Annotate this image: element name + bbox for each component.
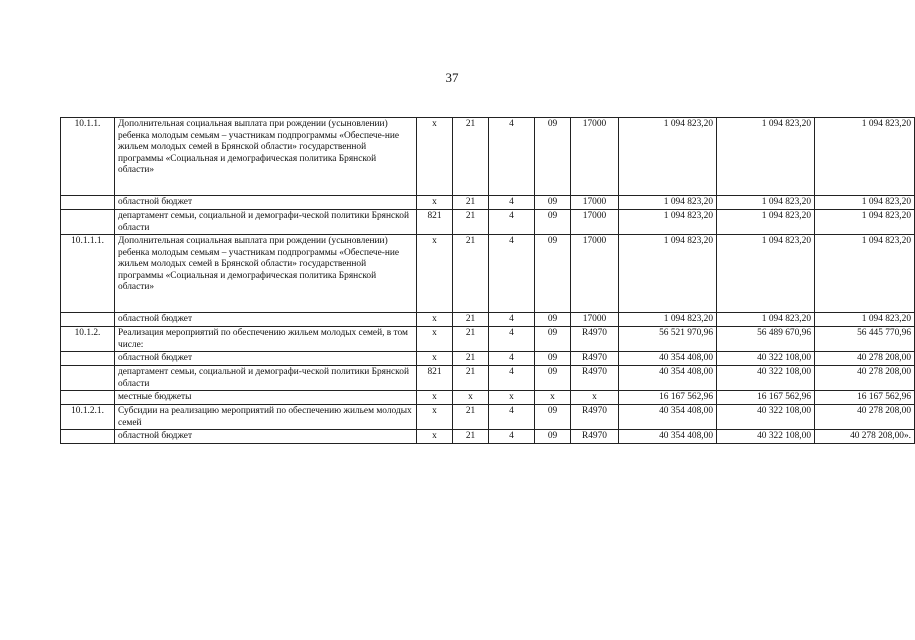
- amount-year1-cell: 1 094 823,20: [619, 118, 717, 196]
- code-admin-cell: 821: [417, 210, 453, 235]
- code-item-cell: 09: [535, 430, 571, 444]
- amount-year2-cell: 1 094 823,20: [717, 313, 815, 327]
- code-target-cell: x: [571, 391, 619, 405]
- amount-year1-cell: 1 094 823,20: [619, 313, 717, 327]
- amount-year1-cell: 40 354 408,00: [619, 352, 717, 366]
- table-row: [61, 196, 915, 210]
- amount-year2-cell: 1 094 823,20: [717, 118, 815, 196]
- code-subsection-cell: 4: [489, 196, 535, 210]
- budget-table: [60, 117, 915, 444]
- amount-year1-cell: 1 094 823,20: [619, 196, 717, 210]
- code-subsection-cell: 4: [489, 430, 535, 444]
- description-cell: местные бюджеты: [115, 391, 417, 405]
- page-number: 37: [445, 70, 459, 85]
- description-cell: областной бюджет: [115, 313, 417, 327]
- code-subsection-cell: 4: [489, 352, 535, 366]
- table-row: [61, 405, 915, 430]
- amount-year2-cell: 40 322 108,00: [717, 405, 815, 430]
- amount-year1-cell: 16 167 562,96: [619, 391, 717, 405]
- code-subsection-cell: 4: [489, 210, 535, 235]
- amount-year1-cell: 1 094 823,20: [619, 235, 717, 313]
- amount-year1-cell: 1 094 823,20: [619, 210, 717, 235]
- code-section-cell: x: [453, 391, 489, 405]
- table-body: [61, 118, 915, 444]
- amount-year2-cell: 1 094 823,20: [717, 210, 815, 235]
- table-row: [61, 366, 915, 391]
- code-section-cell: 21: [453, 235, 489, 313]
- description-cell: областной бюджет: [115, 352, 417, 366]
- amount-year3-cell: 56 445 770,96: [815, 327, 915, 352]
- row-number-cell: [61, 391, 115, 405]
- code-admin-cell: x: [417, 196, 453, 210]
- code-admin-cell: x: [417, 405, 453, 430]
- description-cell: областной бюджет: [115, 196, 417, 210]
- code-section-cell: 21: [453, 196, 489, 210]
- code-item-cell: 09: [535, 405, 571, 430]
- description-cell: департамент семьи, социальной и демографи-ческой политики Брянской области: [115, 210, 417, 235]
- code-target-cell: R4970: [571, 366, 619, 391]
- code-subsection-cell: x: [489, 391, 535, 405]
- code-admin-cell: x: [417, 235, 453, 313]
- table-row: [61, 210, 915, 235]
- amount-year1-cell: 40 354 408,00: [619, 366, 717, 391]
- code-admin-cell: x: [417, 313, 453, 327]
- code-admin-cell: x: [417, 430, 453, 444]
- amount-year2-cell: 1 094 823,20: [717, 235, 815, 313]
- description-cell: Дополнительная социальная выплата при рождении (усыновлении) ребенка молодым семьям – участникам подпрограммы «Обеспече-ние жильем молодых семей в Брянской области» государственной программы «Социальная и демографическая политика Брянской области»: [115, 118, 417, 196]
- code-section-cell: 21: [453, 430, 489, 444]
- code-item-cell: 09: [535, 196, 571, 210]
- code-target-cell: R4970: [571, 327, 619, 352]
- table-row: [61, 352, 915, 366]
- code-target-cell: R4970: [571, 352, 619, 366]
- code-subsection-cell: 4: [489, 405, 535, 430]
- amount-year2-cell: 56 489 670,96: [717, 327, 815, 352]
- code-item-cell: 09: [535, 313, 571, 327]
- amount-year3-cell: 1 094 823,20: [815, 118, 915, 196]
- row-number-cell: [61, 196, 115, 210]
- amount-year3-cell: 40 278 208,00».: [815, 430, 915, 444]
- table-row: [61, 118, 915, 196]
- row-number-cell: [61, 210, 115, 235]
- amount-year3-cell: 40 278 208,00: [815, 405, 915, 430]
- description-cell: департамент семьи, социальной и демографи-ческой политики Брянской области: [115, 366, 417, 391]
- code-item-cell: x: [535, 391, 571, 405]
- description-cell: областной бюджет: [115, 430, 417, 444]
- code-item-cell: 09: [535, 210, 571, 235]
- code-target-cell: 17000: [571, 196, 619, 210]
- code-section-cell: 21: [453, 366, 489, 391]
- amount-year1-cell: 40 354 408,00: [619, 430, 717, 444]
- amount-year2-cell: 1 094 823,20: [717, 196, 815, 210]
- code-target-cell: R4970: [571, 405, 619, 430]
- code-subsection-cell: 4: [489, 235, 535, 313]
- code-section-cell: 21: [453, 313, 489, 327]
- amount-year2-cell: 40 322 108,00: [717, 366, 815, 391]
- code-subsection-cell: 4: [489, 313, 535, 327]
- code-target-cell: R4970: [571, 430, 619, 444]
- row-number-cell: 10.1.1.: [61, 118, 115, 196]
- code-section-cell: 21: [453, 118, 489, 196]
- amount-year2-cell: 16 167 562,96: [717, 391, 815, 405]
- amount-year3-cell: 40 278 208,00: [815, 352, 915, 366]
- code-subsection-cell: 4: [489, 118, 535, 196]
- code-admin-cell: x: [417, 391, 453, 405]
- code-target-cell: 17000: [571, 118, 619, 196]
- code-target-cell: 17000: [571, 313, 619, 327]
- amount-year2-cell: 40 322 108,00: [717, 430, 815, 444]
- amount-year3-cell: 1 094 823,20: [815, 210, 915, 235]
- amount-year3-cell: 16 167 562,96: [815, 391, 915, 405]
- code-target-cell: 17000: [571, 210, 619, 235]
- row-number-cell: [61, 313, 115, 327]
- row-number-cell: 10.1.2.: [61, 327, 115, 352]
- code-item-cell: 09: [535, 235, 571, 313]
- table-row: [61, 391, 915, 405]
- amount-year3-cell: 1 094 823,20: [815, 313, 915, 327]
- code-section-cell: 21: [453, 327, 489, 352]
- code-item-cell: 09: [535, 327, 571, 352]
- table-row: [61, 327, 915, 352]
- code-target-cell: 17000: [571, 235, 619, 313]
- code-admin-cell: 821: [417, 366, 453, 391]
- amount-year1-cell: 56 521 970,96: [619, 327, 717, 352]
- amount-year2-cell: 40 322 108,00: [717, 352, 815, 366]
- row-number-cell: [61, 366, 115, 391]
- amount-year3-cell: 1 094 823,20: [815, 196, 915, 210]
- table-row: [61, 430, 915, 444]
- code-admin-cell: x: [417, 352, 453, 366]
- code-section-cell: 21: [453, 210, 489, 235]
- row-number-cell: [61, 430, 115, 444]
- code-item-cell: 09: [535, 352, 571, 366]
- code-section-cell: 21: [453, 352, 489, 366]
- description-cell: Субсидии на реализацию мероприятий по обеспечению жильем молодых семей: [115, 405, 417, 430]
- code-admin-cell: x: [417, 118, 453, 196]
- code-subsection-cell: 4: [489, 327, 535, 352]
- code-subsection-cell: 4: [489, 366, 535, 391]
- code-section-cell: 21: [453, 405, 489, 430]
- row-number-cell: 10.1.2.1.: [61, 405, 115, 430]
- code-item-cell: 09: [535, 366, 571, 391]
- description-cell: Дополнительная социальная выплата при рождении (усыновлении) ребенка молодым семьям – участникам подпрограммы «Обеспече-ние жильем молодых семей в Брянской области» государственной программы «Социальная и демографическая политика Брянской области»: [115, 235, 417, 313]
- code-admin-cell: x: [417, 327, 453, 352]
- table-row: [61, 235, 915, 313]
- amount-year3-cell: 1 094 823,20: [815, 235, 915, 313]
- amount-year1-cell: 40 354 408,00: [619, 405, 717, 430]
- row-number-cell: 10.1.1.1.: [61, 235, 115, 313]
- code-item-cell: 09: [535, 118, 571, 196]
- table-row: [61, 313, 915, 327]
- amount-year3-cell: 40 278 208,00: [815, 366, 915, 391]
- description-cell: Реализация мероприятий по обеспечению жильем молодых семей, в том числе:: [115, 327, 417, 352]
- row-number-cell: [61, 352, 115, 366]
